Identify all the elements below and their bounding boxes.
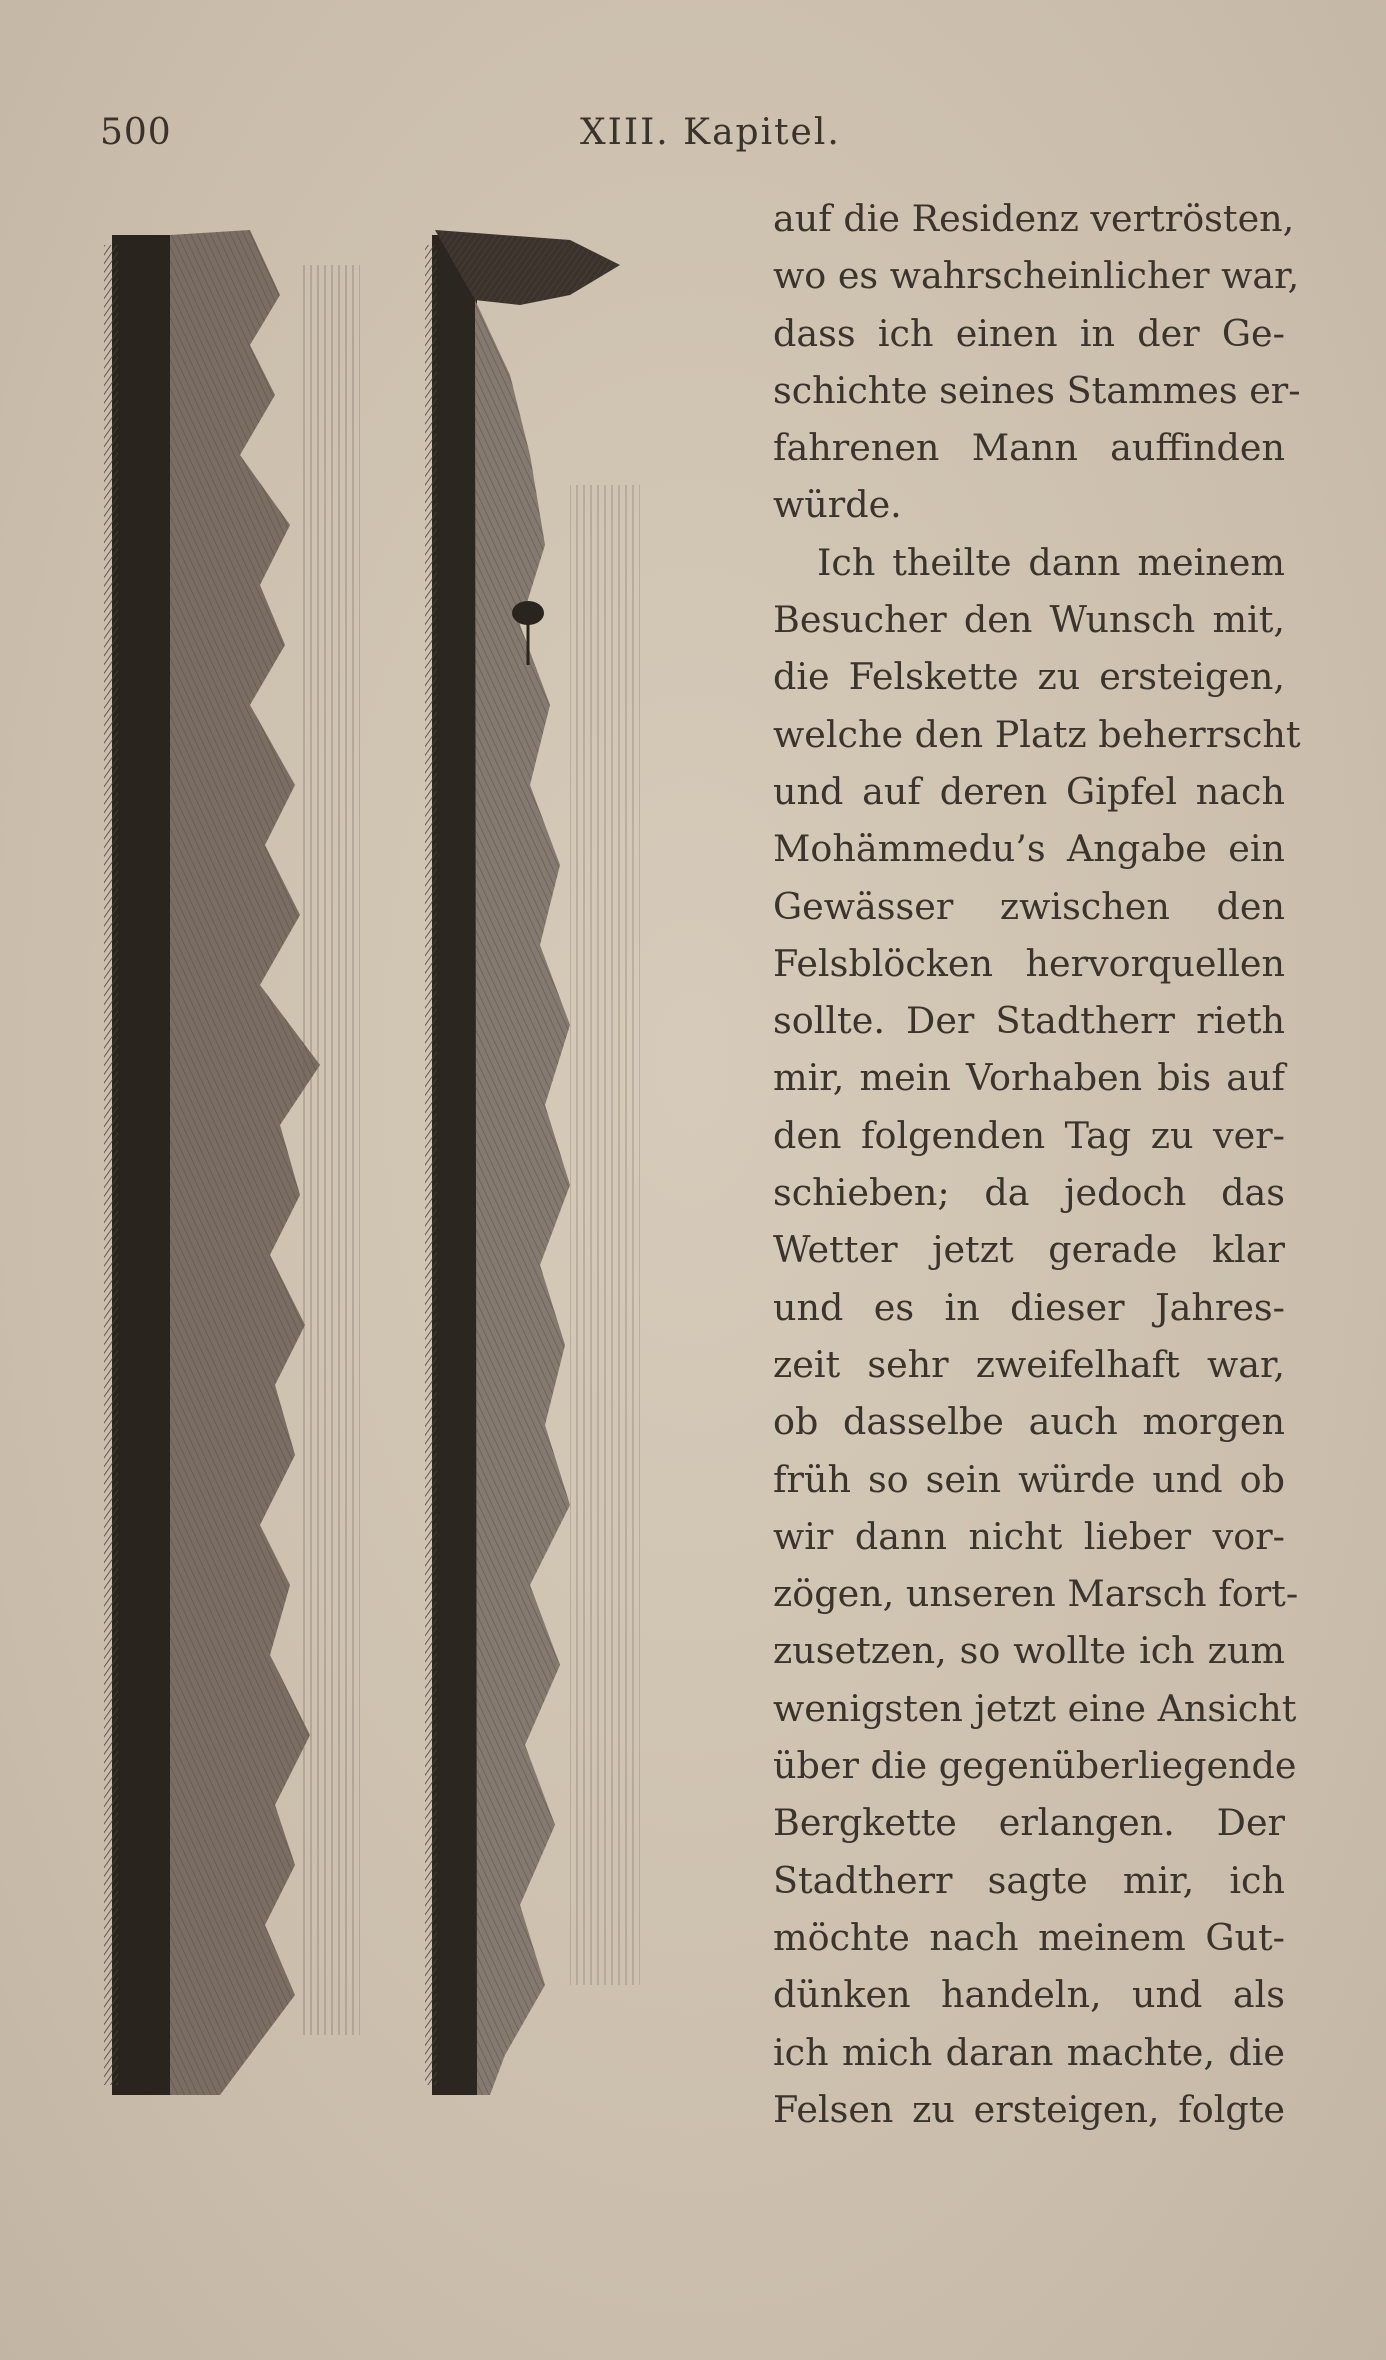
running-head: XIII. Kapitel. <box>580 112 841 153</box>
text-line: sollte. Der Stadtherr rieth <box>773 999 1285 1043</box>
text-line: dünken handeln, und als <box>773 1973 1285 2017</box>
text-line: Stadtherr sagte mir, ich <box>773 1858 1285 1902</box>
text-line: möchte nach meinem Gut- <box>773 1915 1285 1959</box>
text-line: Bergkette erlangen. Der <box>773 1801 1285 1845</box>
text-line: dass ich einen in der Ge- <box>773 311 1285 355</box>
text-line: Mohämmedu’s Angabe ein <box>773 827 1285 871</box>
text-line: wenigsten jetzt eine Ansicht <box>773 1686 1297 1730</box>
text-line: Felsblöcken hervorquellen <box>773 941 1285 985</box>
text-line: ob dasselbe auch morgen <box>773 1400 1285 1444</box>
text-line: und es in dieser Jahres- <box>773 1285 1285 1329</box>
text-line: zögen, unseren Marsch fort- <box>773 1572 1299 1616</box>
text-line: Gewässer zwischen den <box>773 884 1285 928</box>
text-line: Felsen zu ersteigen, folgte <box>773 2087 1285 2131</box>
text-line: die Felskette zu ersteigen, <box>773 655 1285 699</box>
text-line: welche den Platz beherrscht <box>773 712 1301 756</box>
text-line: über die gegenüberliegende <box>773 1744 1297 1788</box>
text-line: zusetzen, so wollte ich zum <box>773 1629 1285 1673</box>
text-line: fahrenen Mann auffinden <box>773 426 1285 470</box>
text-line: Besucher den Wunsch mit, <box>773 598 1285 642</box>
text-line: Ich theilte dann meinem <box>817 540 1285 584</box>
text-line: wir dann nicht lieber vor- <box>773 1514 1285 1558</box>
text-line: zeit sehr zweifelhaft war, <box>773 1342 1285 1386</box>
text-line: den folgenden Tag zu ver- <box>773 1113 1285 1157</box>
text-line: ich mich daran machte, die <box>773 2030 1285 2074</box>
text-line: wo es wahrscheinlicher war, <box>773 254 1300 298</box>
text-line: Wetter jetzt gerade klar <box>773 1228 1285 1272</box>
text-line: schichte seines Stammes er- <box>773 368 1301 412</box>
text-line: auf die Residenz vertrösten, <box>773 197 1295 240</box>
page-number: 500 <box>100 112 172 153</box>
text-line: schieben; da jedoch das <box>773 1171 1285 1215</box>
text-line: und auf deren Gipfel nach <box>773 769 1285 813</box>
text-line: früh so sein würde und ob <box>773 1457 1285 1501</box>
text-line: würde. <box>773 483 902 527</box>
text-line: mir, mein Vorhaben bis auf <box>773 1056 1285 1100</box>
body-text <box>773 190 1301 2138</box>
cliff-engraving-icon <box>100 225 740 2120</box>
